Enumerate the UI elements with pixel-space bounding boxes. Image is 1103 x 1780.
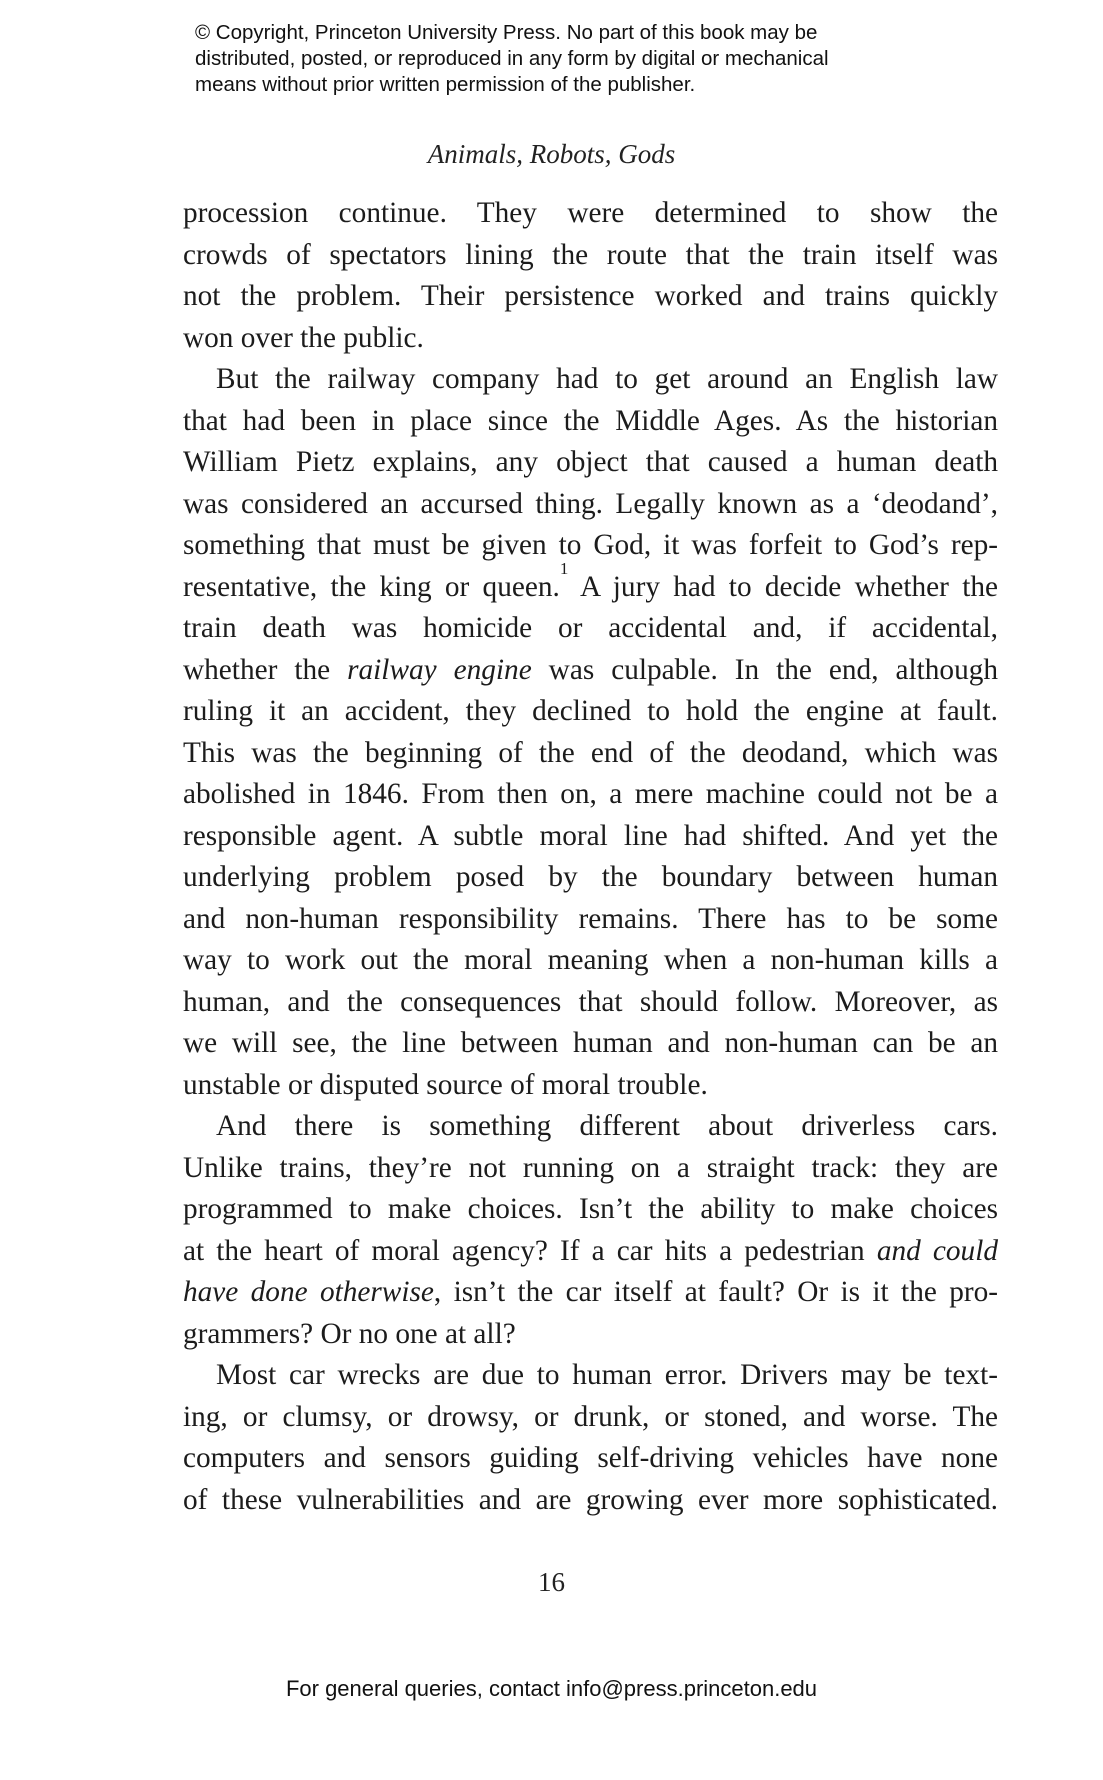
text-line: programmed to make choices. Isn’t the ability to make choices [183, 1193, 998, 1225]
copyright-line: © Copyright, Princeton University Press. No part of this book may be [195, 21, 818, 44]
text-line: and non-human responsibility remains. There has to be some [183, 902, 998, 935]
text-line: computers and sensors guiding self-driving vehicles have none [183, 1442, 998, 1474]
text-line: way to work out the moral meaning when a non-human kills a [183, 944, 998, 976]
text-line [183, 558, 998, 609]
italic-text: railway engine [347, 653, 532, 686]
text-line: human, and the consequences that should follow. Moreover, as [183, 985, 998, 1018]
copyright-notice [195, 20, 915, 98]
text-line: ruling it an accident, they declined to hold the engine at fault. [183, 695, 998, 727]
text-line: won over the public. [183, 321, 424, 354]
text-line: that had been in place since the Middle Ages. As the historian [183, 404, 998, 437]
text-line [183, 1272, 998, 1314]
copyright-line: means without prior written permission of the publisher. [195, 73, 696, 96]
italic-text: have done otherwise [183, 1276, 434, 1308]
text-line: But the railway company had to get around an English law [216, 363, 998, 395]
text-line: train death was homicide or accidental and, if accidental, [183, 612, 998, 644]
text-segment: A jury had to decide whether the [568, 570, 998, 603]
text-line: underlying problem posed by the boundary between human [183, 861, 998, 893]
text-segment: whether the [183, 653, 348, 686]
text-segment: was culpable. In the end, although [531, 653, 999, 686]
text-line: This was the beginning of the end of the deodand, which was [183, 736, 998, 769]
text-line: grammers? Or no one at all? [183, 1317, 516, 1350]
text-line: And there is something different about driverless cars. [216, 1110, 998, 1142]
page-number: 16 [538, 1567, 565, 1597]
text-segment: resentative, the king or queen. [183, 570, 560, 603]
body-text [183, 193, 998, 1521]
footer-contact: For general queries, contact info@press.princeton.edu [285, 1676, 818, 1701]
text-line: responsible agent. A subtle moral line had shifted. And yet the [183, 819, 998, 852]
text-line: crowds of spectators lining the route that the train itself was [183, 238, 998, 271]
text-line: ing, or clumsy, or drowsy, or drunk, or stoned, and worse. The [183, 1400, 998, 1433]
text-line: William Pietz explains, any object that caused a human death [183, 446, 998, 478]
text-line: unstable or disputed source of moral trouble. [183, 1068, 708, 1101]
footnote-reference[interactable]: 1 [559, 558, 569, 578]
text-line: abolished in 1846. From then on, a mere machine could not be a [183, 778, 998, 810]
text-line: Most car wrecks are due to human error. Drivers may be text- [216, 1359, 998, 1391]
text-line: not the problem. Their persistence worked and trains quickly [183, 280, 998, 312]
text-line: procession continue. They were determined to show the [183, 197, 998, 229]
italic-text: and could [876, 1234, 998, 1267]
text-line: was considered an accursed thing. Legally known as a ‘deodand’, [183, 487, 998, 520]
text-line: Unlike trains, they’re not running on a straight track: they are [183, 1151, 998, 1184]
running-head: Animals, Robots, Gods [427, 139, 676, 169]
text-line [183, 650, 998, 692]
text-line: something that must be given to God, it was forfeit to God’s rep- [183, 529, 998, 561]
text-line: of these vulnerabilities and are growing ever more sophisticated. [183, 1483, 998, 1516]
text-segment: at the heart of moral agency? If a car hits a pedestrian [183, 1234, 877, 1267]
text-line: we will see, the line between human and non-human can be an [183, 1027, 998, 1059]
text-segment: , isn’t the car itself at fault? Or is it the pro- [433, 1276, 999, 1308]
text-line [183, 1231, 998, 1273]
copyright-line: distributed, posted, or reproduced in any form by digital or mechanical [195, 47, 829, 70]
